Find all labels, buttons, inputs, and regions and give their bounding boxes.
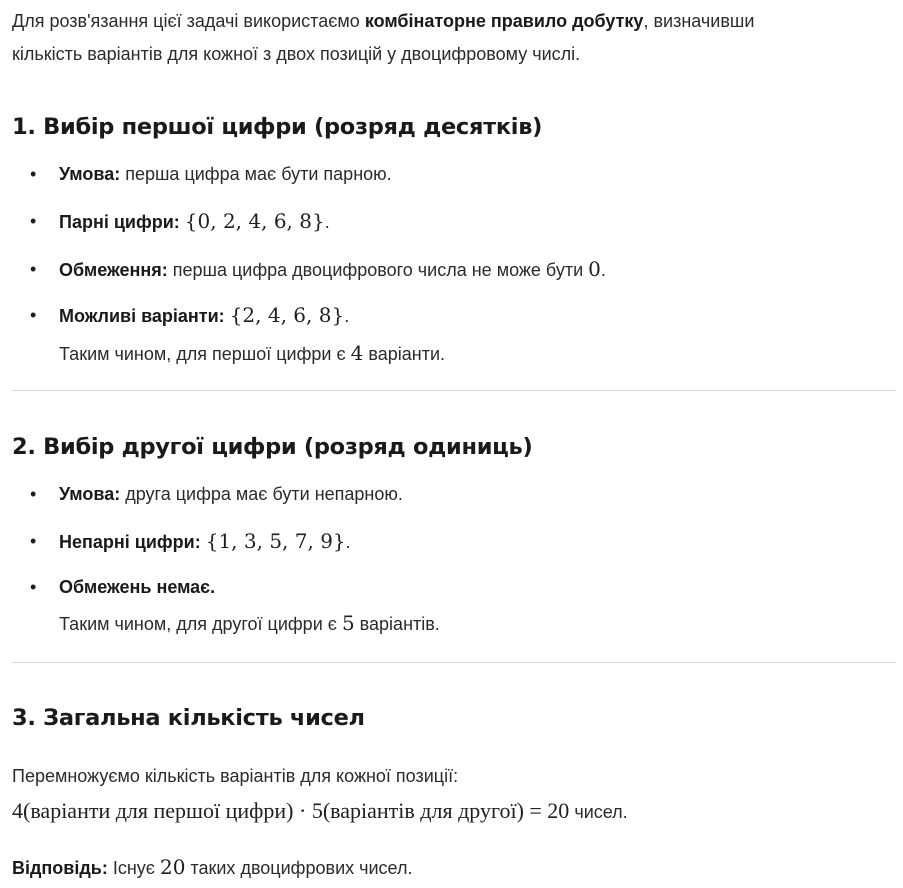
math-formula: 4(варіанти для першої цифри) · 5(варіантів для другої) = 20 (12, 798, 570, 823)
item-label: Непарні цифри: (59, 532, 201, 552)
conclusion-text: Таким чином, для другої цифри є (59, 614, 342, 634)
item-text: друга цифра має бути непарною. (120, 484, 403, 504)
bullet-icon: • (30, 259, 37, 279)
item-label: Парні цифри: (59, 212, 180, 232)
math-set: {1, 3, 5, 7, 9} (205, 529, 346, 553)
section-2-conclusion (59, 610, 440, 637)
formula-unit: чисел. (569, 802, 628, 822)
math-value: 5 (341, 611, 355, 635)
math-value: 20 (160, 855, 186, 879)
section-3-formula-line (12, 797, 628, 826)
item-text: перша цифра має бути парною. (120, 164, 392, 184)
item-punct: . (600, 260, 606, 280)
intro-text: Для розв'язання цієї задачі використаємо (12, 11, 365, 31)
math-value: 0 (588, 257, 601, 281)
section-2-heading: 2. Вибір другої цифри (розряд одиниць) (12, 434, 533, 460)
answer-text: Існує (107, 858, 160, 878)
item-label: Обмеження: (59, 260, 168, 280)
bullet-icon: • (30, 305, 37, 325)
bullet-icon: • (30, 531, 37, 551)
section-3-text: Перемножуємо кількість варіантів для кожної позиції: (12, 766, 459, 786)
section-divider (12, 390, 896, 391)
bullet-icon: • (30, 577, 37, 597)
intro-line-1 (12, 9, 754, 33)
section-1-conclusion (59, 340, 445, 367)
math-set: {2, 4, 6, 8} (229, 303, 345, 327)
conclusion-text: Таким чином, для першої цифри є (59, 344, 351, 364)
intro-line-2: кількість варіантів для кожної з двох позицій у двоцифровому числі. (12, 44, 581, 64)
item-punct: . (324, 212, 330, 232)
intro-text-end: , визначивши (643, 11, 755, 31)
item-punct: . (344, 306, 350, 326)
intro-bold-term: комбінаторне правило добутку (364, 11, 644, 31)
conclusion-text-end: варіантів. (354, 614, 440, 634)
answer-label: Відповідь: (12, 858, 108, 878)
answer-text-end: таких двоцифрових чисел. (185, 858, 413, 878)
bullet-icon: • (30, 211, 37, 231)
math-value: 4 (350, 341, 364, 365)
bullet-icon: • (30, 484, 37, 504)
bullet-icon: • (30, 164, 37, 184)
item-label: Умова: (59, 484, 121, 504)
item-punct: . (345, 532, 351, 552)
item-text: перша цифра двоцифрового числа не може бути (167, 260, 589, 280)
item-label: Умова: (59, 164, 121, 184)
math-set: {0, 2, 4, 6, 8} (184, 209, 325, 233)
item-label: Можливі варіанти: (59, 306, 225, 326)
section-3-heading: 3. Загальна кількість чисел (12, 705, 365, 731)
item-label: Обмежень немає. (59, 577, 216, 597)
section-divider (12, 662, 896, 663)
section-1-heading: 1. Вибір першої цифри (розряд десятків) (12, 114, 543, 140)
conclusion-text-end: варіанти. (363, 344, 446, 364)
answer-line (12, 855, 412, 880)
